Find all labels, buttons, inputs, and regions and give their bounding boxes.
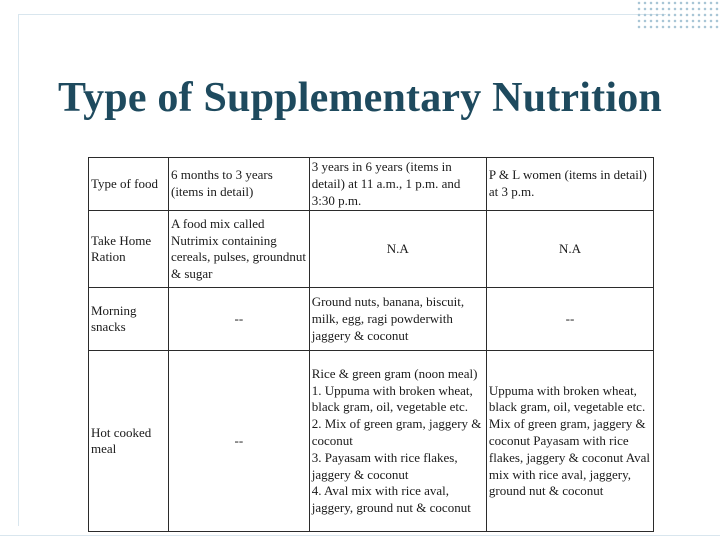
cell-3y-6y: N.A — [309, 211, 486, 288]
slide-title: Type of Supplementary Nutrition — [58, 75, 662, 121]
table-row — [89, 288, 654, 351]
cell-pl-women: -- — [486, 288, 653, 351]
corner-dot-pattern — [636, 0, 720, 30]
frame-top-line — [18, 14, 666, 15]
cell-6m-3y: A food mix called Nutrimix containing cereals, pulses, groundnut & sugar — [168, 211, 309, 288]
row-type-label: Morning snacks — [89, 288, 169, 351]
table-row — [89, 211, 654, 288]
cell-6m-3y: -- — [168, 288, 309, 351]
header-pl-women: P & L women (items in detail) at 3 p.m. — [486, 158, 653, 211]
table-row — [89, 351, 654, 532]
row-type-label: Hot cooked meal — [89, 351, 169, 532]
cell-3y-6y: Ground nuts, banana, biscuit, milk, egg, ragi powderwith jaggery & coconut — [309, 288, 486, 351]
header-type-of-food: Type of food — [89, 158, 169, 211]
row-type-label: Take Home Ration — [89, 211, 169, 288]
nutrition-table — [88, 157, 654, 532]
frame-bottom-line — [0, 535, 720, 536]
header-6-months-to-3-years: 6 months to 3 years (items in detail) — [168, 158, 309, 211]
header-3-to-6-years: 3 years in 6 years (items in detail) at 11 a.m., 1 p.m. and 3:30 p.m. — [309, 158, 486, 211]
cell-pl-women: Uppuma with broken wheat, black gram, oil, vegetable etc. Mix of green gram, jaggery & coconut Payasam with rice flakes, jaggery & coconut Aval mix with rice aval, jaggery, ground nut & coconut — [486, 351, 653, 532]
table-header-row — [89, 158, 654, 211]
cell-3y-6y: Rice & green gram (noon meal) 1. Uppuma with broken wheat, black gram, oil, vegetable etc. 2. Mix of green gram, jaggery & coconut 3. Payasam with rice flakes, jaggery & coconut 4. Aval mix with rice aval, jaggery, ground nut & coconut — [309, 351, 486, 532]
cell-6m-3y: -- — [168, 351, 309, 532]
cell-pl-women: N.A — [486, 211, 653, 288]
